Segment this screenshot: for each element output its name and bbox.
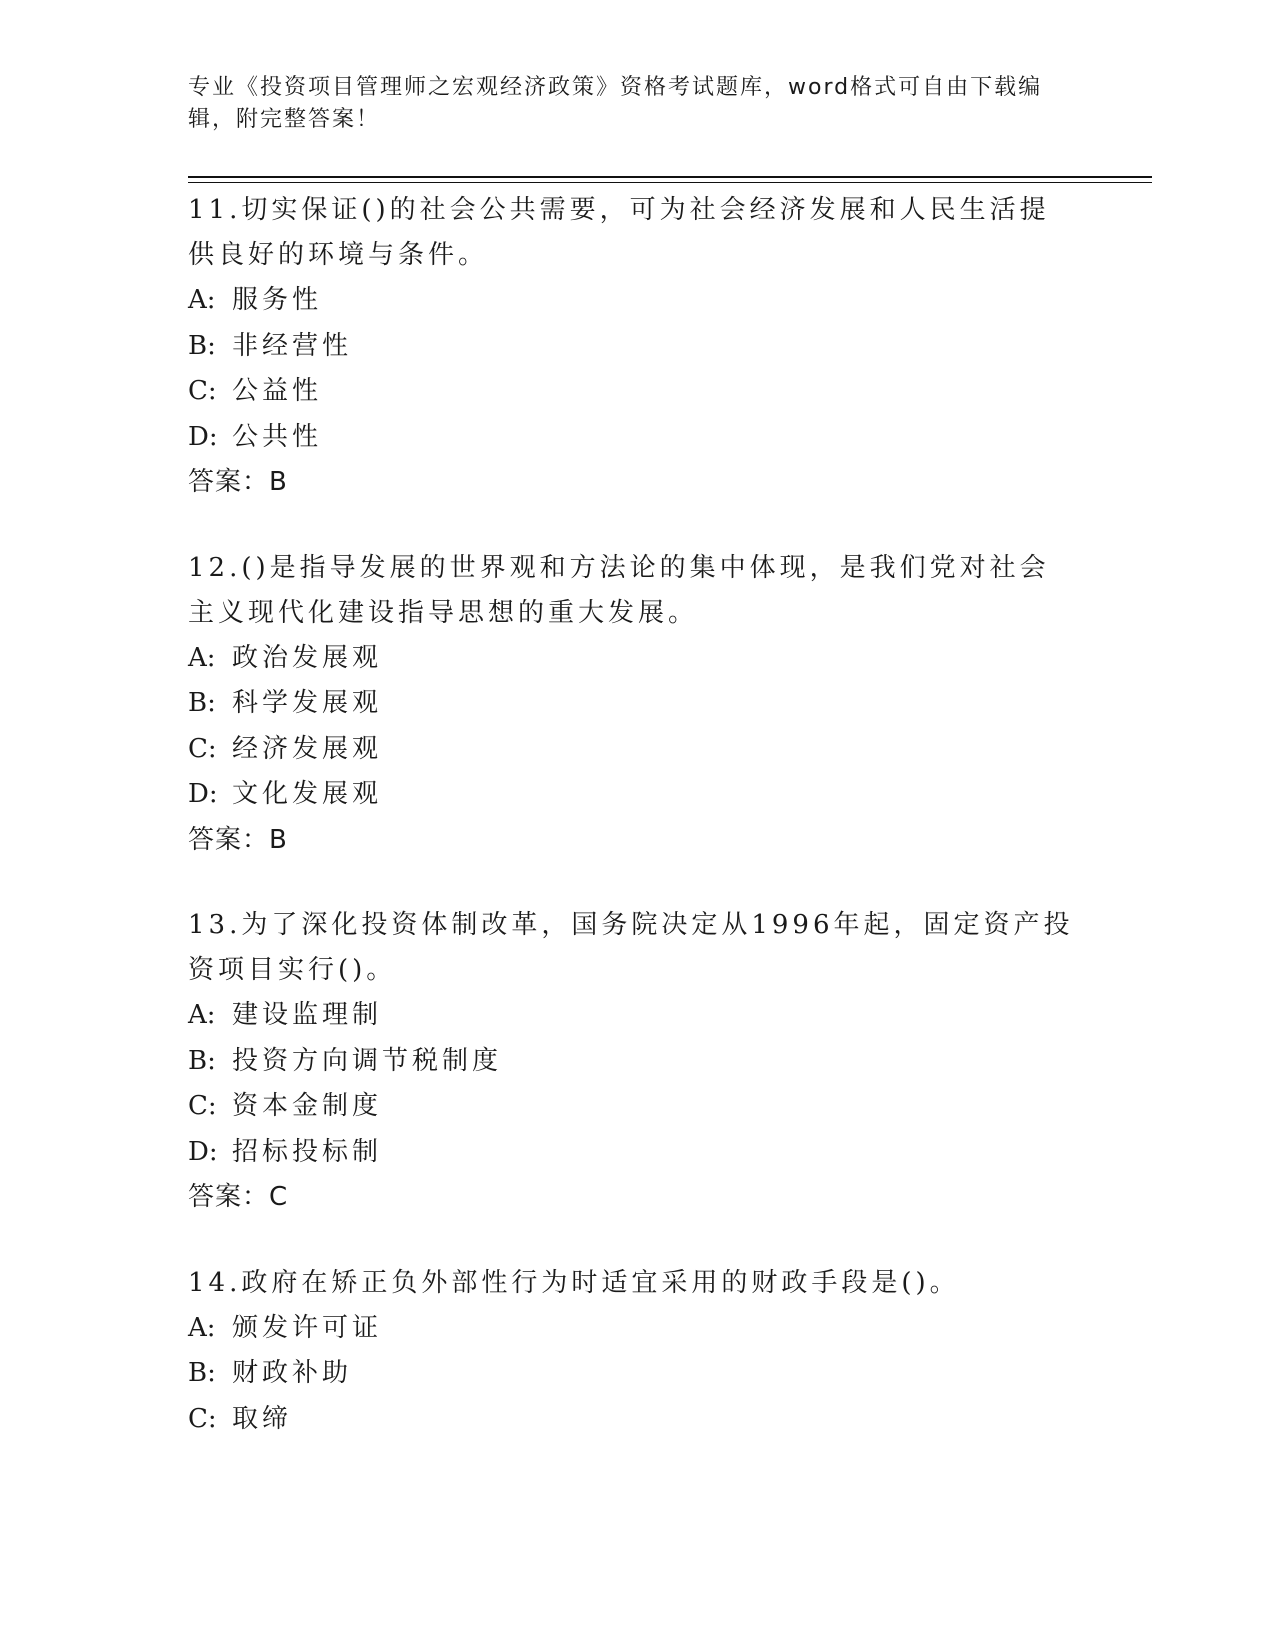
option-a xyxy=(188,636,1088,682)
option-b xyxy=(188,324,1088,370)
document-header: 专业《投资项目管理师之宏观经济政策》资格考试题库，word格式可自由下载编辑，附完整答案！ xyxy=(188,75,1043,132)
option-letter: A: xyxy=(188,1000,216,1030)
option-text: 取缔 xyxy=(232,1403,293,1434)
option-letter: C: xyxy=(188,1403,217,1434)
question-stem: 13.为了深化投资体制改革，国务院决定从1996年起，固定资产投资项目实行()。 xyxy=(188,910,1074,985)
option-a xyxy=(188,993,1088,1039)
option-text: 文化发展观 xyxy=(232,779,383,809)
option-text: 经济发展观 xyxy=(232,733,383,764)
option-text: 服务性 xyxy=(232,285,323,315)
question-14 xyxy=(188,1261,1088,1443)
option-letter: A: xyxy=(188,1312,216,1343)
option-letter: C: xyxy=(188,733,217,764)
option-text: 非经营性 xyxy=(232,330,353,361)
option-text: 资本金制度 xyxy=(232,1091,383,1121)
question-12 xyxy=(188,546,1088,864)
option-letter: D: xyxy=(188,1136,218,1167)
header-divider-thin xyxy=(188,182,1152,183)
option-b xyxy=(188,681,1088,727)
question-stem: 11.切实保证()的社会公共需要，可为社会经济发展和人民生活提供良好的环境与条件。 xyxy=(188,195,1050,270)
option-c xyxy=(188,369,1088,415)
option-text: 招标投标制 xyxy=(232,1136,383,1167)
option-c xyxy=(188,1084,1088,1130)
option-letter: D: xyxy=(188,779,218,809)
option-text: 投资方向调节税制度 xyxy=(232,1045,503,1076)
option-c xyxy=(188,1397,1088,1443)
option-c xyxy=(188,727,1088,773)
option-letter: C: xyxy=(188,376,217,406)
option-text: 科学发展观 xyxy=(232,688,383,718)
option-letter: A: xyxy=(188,285,216,315)
option-letter: B: xyxy=(188,330,216,361)
question-stem: 14.政府在矫正负外部性行为时适宜采用的财政手段是()。 xyxy=(188,1267,960,1298)
question-list xyxy=(188,188,1088,1482)
option-text: 财政补助 xyxy=(232,1358,353,1388)
option-letter: D: xyxy=(188,421,218,452)
option-text: 颁发许可证 xyxy=(232,1312,383,1343)
option-d xyxy=(188,772,1088,818)
option-b xyxy=(188,1039,1088,1085)
answer-line: 答案：C xyxy=(188,1182,289,1212)
option-d xyxy=(188,1130,1088,1176)
option-text: 建设监理制 xyxy=(232,1000,383,1030)
option-letter: B: xyxy=(188,688,216,718)
question-stem: 12.()是指导发展的世界观和方法论的集中体现，是我们党对社会主义现代化建设指导思想的重大发展。 xyxy=(188,552,1050,628)
option-letter: B: xyxy=(188,1045,216,1076)
option-a xyxy=(188,278,1088,324)
option-letter: A: xyxy=(188,642,216,673)
option-d xyxy=(188,415,1088,461)
option-letter: B: xyxy=(188,1358,216,1388)
option-a xyxy=(188,1306,1088,1352)
option-letter: C: xyxy=(188,1091,217,1121)
answer-line: 答案：B xyxy=(188,824,288,855)
option-text: 政治发展观 xyxy=(232,642,383,673)
question-11 xyxy=(188,188,1088,506)
answer-line: 答案：B xyxy=(188,467,288,497)
option-text: 公益性 xyxy=(232,376,323,406)
option-b xyxy=(188,1351,1088,1397)
option-text: 公共性 xyxy=(232,421,323,452)
question-13 xyxy=(188,903,1088,1221)
header-divider-thick xyxy=(188,176,1152,178)
